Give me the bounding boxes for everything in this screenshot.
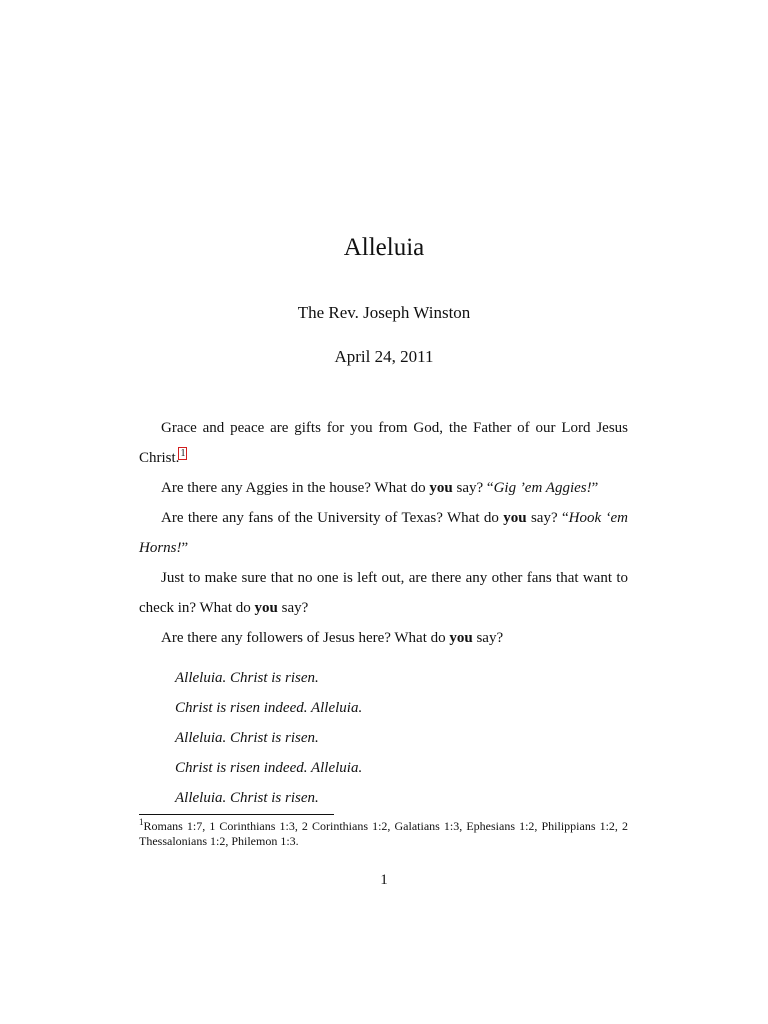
verse-line: Alleluia. Christ is risen. <box>175 730 319 746</box>
verse-line: Christ is risen indeed. Alleluia. <box>175 760 363 776</box>
verse-line: Alleluia. Christ is risen. <box>175 670 319 686</box>
texas-cheer: Hook ‘em Horns! <box>139 510 628 556</box>
emphasis-you: you <box>429 480 453 496</box>
verse-line: Alleluia. Christ is risen. <box>175 790 319 806</box>
emphasis-you: you <box>449 630 473 646</box>
paragraph-4-text: say? <box>277 600 309 616</box>
footnote-link[interactable]: 1 <box>180 448 186 459</box>
paragraph-3 <box>139 503 628 563</box>
footnote-divider <box>139 814 334 815</box>
footnote-text: Romans 1:7, 1 Corinthians 1:3, 2 Corinthians 1:2, Galatians 1:3, Ephesians 1:2, Philippians 1:2, 2 Thessalonians 1:2, Philemon 1:3. <box>139 819 628 848</box>
paragraph-5-text: say? <box>472 630 504 646</box>
call-and-response <box>139 663 628 813</box>
paragraph-3-text: Are there any fans of the University of Texas? What do <box>161 510 504 526</box>
paragraph-2-text: say? “ <box>452 480 494 496</box>
paragraph-2-text: ” <box>591 480 599 496</box>
page-number: 1 <box>380 872 388 888</box>
paragraph-3-text: say? “ <box>526 510 569 526</box>
paragraph-2-text: Are there any Aggies in the house? What do <box>161 480 430 496</box>
emphasis-you: you <box>503 510 527 526</box>
paragraph-3-text: ” <box>181 540 189 556</box>
emphasis-you: you <box>254 600 278 616</box>
paragraph-5 <box>139 623 628 653</box>
paragraph-1-text: Grace and peace are gifts for you from God, the Father of our Lord Jesus Christ. <box>139 420 628 466</box>
paragraph-1 <box>139 413 628 473</box>
paragraph-5-text: Are there any followers of Jesus here? What do <box>161 630 450 646</box>
date-line: April 24, 2011 <box>334 347 434 366</box>
aggies-cheer: Gig ’em Aggies! <box>493 480 592 496</box>
paragraph-2 <box>139 473 628 503</box>
paragraph-4-text: Just to make sure that no one is left out, are there any other fans that want to check in? What do <box>139 570 628 616</box>
paragraph-4 <box>139 563 628 623</box>
verse-line: Christ is risen indeed. Alleluia. <box>175 700 363 716</box>
footnote-number: 1 <box>139 817 144 827</box>
sermon-body <box>139 413 628 813</box>
sermon-title: Alleluia <box>343 234 425 261</box>
author-line: The Rev. Joseph Winston <box>297 303 471 322</box>
footnote <box>139 819 628 849</box>
